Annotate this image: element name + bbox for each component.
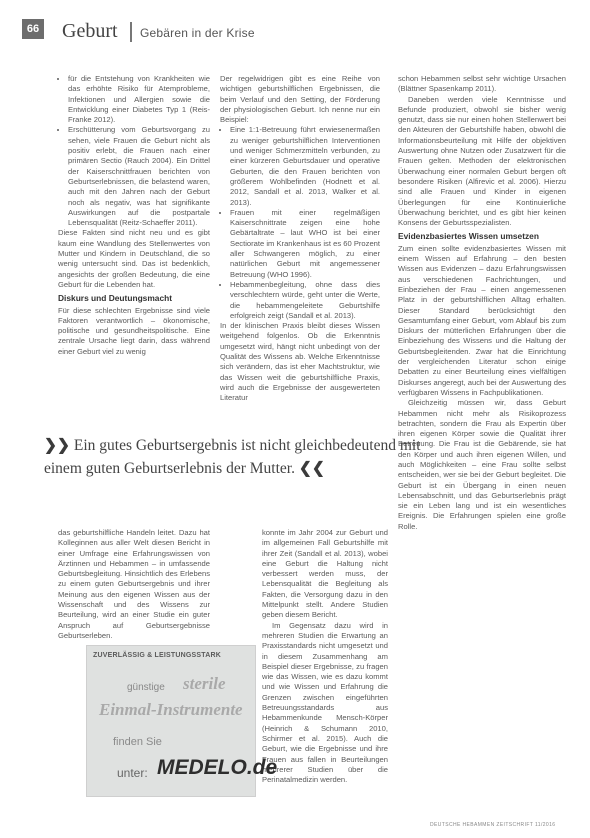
footer: DEUTSCHE HEBAMMEN ZEITSCHRIFT 11/2016 bbox=[430, 822, 556, 828]
paragraph: In der klinischen Praxis bleibt dieses Wissen weitgehend folgenlos. Ob die Erkenntnis umgesetzt wird, hängt nicht unbedingt von der Qualität des Wissens ab. Welche Erkenntnisse sich verändern, das ist eher Machtstruktur, wie das Wissen weit die geburtshilfliche Praxis, wird auch die Ergebnisse der ausgewerteten Literatur bbox=[220, 321, 380, 403]
advertisement[interactable] bbox=[86, 645, 278, 797]
ad-tagline: ZUVERLÄSSIG & LEISTUNGSSTARK bbox=[93, 652, 221, 659]
bullet-list bbox=[220, 125, 380, 321]
list-item: • Eine 1:1-Betreuung führt erwiesenermaßen zu weniger geburtshilflichen Interventionen und weniger Schmerzmitteln verbunden, zu einer kürzeren Geburtsdauer und operative Geburten, die den Frauen berichten von größerem Wohlbefinden (Hodnett et al. 2012, Sandall et al. 2013, Walker et al. 2013). bbox=[230, 125, 380, 207]
list-item: • Erschütterung vom Geburtsvorgang zu sehen, viele Frauen die Geburt nicht als positiv erlebt, die Frauen nach einer primären Sectio (Rauch 2004). Ein Drittel der Kaiserschnittfrauen berichten von Geburtserlebnissen, die belastend waren, auch mit den Jahren nach der Geburt noch als negativ, was hat signifikante Auswirkungen auf die postpartale Lebensqualität (Reitz-Schaeffer 2011). bbox=[68, 125, 210, 228]
ad-text: günstige bbox=[127, 682, 165, 693]
header-divider bbox=[130, 22, 132, 42]
quote-open-mark: ❯❯ bbox=[44, 437, 70, 454]
subsection-title: Gebären in der Krise bbox=[140, 26, 255, 40]
section-heading: Diskurs und Deutungsmacht bbox=[58, 293, 173, 304]
list-item: • Frauen mit einer regelmäßigen Kaiserschnittrate zeigen eine hohe Gebärtaltrate – laut WHO ist bei einer Sectiorate im Krankenhaus ist es 60 Prozent aller Schwangeren möglich, zu einer natürlichen Geburt mit angemessener Betreuung (WHO 1996). bbox=[230, 208, 380, 280]
paragraph: Zum einen sollte evidenzbasiertes Wissen mit einem Wissen auf Erfahrung – den besten Wissen aus Evidenzen – dazu Erfahrungswissen aus verschiedenen Fachrichtungen, und Einbeziehen der Frau – einen angemessenen Platz in der geburtshilflichen Alltag erhalten. Dieser Standard berücksichtigt den Gesamtumfang einer Geburt, vom Ablauf bis zum Diskurs der mütterlichen Erfahrungen über die Einbeziehung des Wissens und die Haltung der Geburtsbegleitenden. Zwar hat die Einrichtung der vergleichenden Literatur schon einige Debatten zu einer Beurteilung eines vielfältigen Diskurses angeregt, auch bei der Auswertung des verfügbaren Wissens in Fachpublikationen. bbox=[398, 243, 566, 397]
paragraph: schon Hebammen selbst sehr wichtige Ursachen (Blättner Spasenkamp 2011). bbox=[398, 74, 566, 94]
paragraph: Diese Fakten sind nicht neu und es gibt kaum eine Wandlung des Stellenwertes von Mutter und Kindern in Deutschland, die so wenig untersucht sind. Das ist bedenklich, angesichts der großen Bedeutung, die eine Geburt für die Lebenden hat. bbox=[58, 228, 210, 289]
ad-text: finden Sie bbox=[113, 736, 162, 748]
paragraph: Der regelwidrigen gibt es eine Reihe von wichtigen geburtshilflichen Ergebnissen, die beim Verlauf und den Setting, der Förderung der physiologischen Geburt. Ich nenne nur ein Beispiel: bbox=[220, 74, 380, 125]
column-2-lower bbox=[262, 528, 388, 820]
page-number: 66 bbox=[22, 19, 44, 39]
column-1-upper bbox=[58, 74, 210, 357]
paragraph: Im Gegensatz dazu wird in mehreren Studien die Erwartung an Praxisstandards nicht umgesetzt und in diesem Zusammenhang am Beispiel dieser Ergebnisse, zu fragen wie das Wissen, wie es dazu kommt und wie Wissen und Erfahrung die Grenzen zwischen eingeführten Betreuungsstandards aus Hebammenkunde Mensch-Körper (Heinrich & Schumann 2010, Schirmer et al. 2015). Auch die Geburt, wie die Ergebnisse und ihre Frauen aus fallen in Beurteilungen mehrerer Studien über die Perinatalmedizin werden. bbox=[262, 620, 388, 785]
paragraph: Für diese schlechten Ergebnisse sind viele Faktoren verantwortlich – ökonomische, politische und gesundheitspolitische. Eine zentrale Ursache liegt darin, dass während einer Geburt viel zu wenig bbox=[58, 305, 210, 356]
bullet-list bbox=[58, 74, 210, 228]
section-title: Geburt bbox=[62, 20, 118, 42]
column-2-upper bbox=[220, 74, 380, 404]
paragraph: Daneben werden viele Kenntnisse und Befunde produziert, obwohl sie bisher wenig genutzt, dass sie nur einen hohen Stellenwert bei den Akteuren der Geburtshilfe haben, obwohl die Informationsbeurteilung mit Hilfe der objektiven Auswertung ohne Nutzen oder Zusatzwert für die Frauen gelten. Methoden der elektronischen Überwachung einer normalen Geburt bergen oft besondere Risiken (Alfirevic et al. 2006). Hierzu sind alle Frauen und Kinder in eigenen Überlegungen für eine Kontinuierliche Überwachung berichtet, und es gibt hier keinen Konsens der Geburtsspezialisten. bbox=[398, 94, 566, 228]
section-heading: Evidenzbasiertes Wissen umsetzen bbox=[398, 231, 539, 242]
quote-text: Ein gutes Geburtsergebnis ist nicht gleichbedeutend mit einem guten Geburtserlebnis der Mutter. bbox=[44, 437, 421, 477]
list-item: • für die Entstehung von Krankheiten wie das erhöhte Risiko für Atemprobleme, Infektionen und Allergien sowie die Entwicklung einer Diabetes Typ 1 (Reis-Franke 2012). bbox=[68, 74, 210, 125]
ad-text: sterile bbox=[183, 674, 226, 693]
list-item: • Hebammenbegleitung, ohne dass dies verschlechtern würde, geht unter die Werte, die hebammengeleitete Geburtshilfe erfolgreich zeigt (Sandall et al. 2013). bbox=[230, 280, 380, 321]
ad-logo[interactable]: MEDELO.de bbox=[157, 756, 278, 779]
column-1-lower bbox=[58, 528, 210, 640]
ad-text: unter: bbox=[117, 766, 148, 780]
paragraph: das geburtshilfliche Handeln leitet. Dazu hat Kolleginnen aus aller Welt diesen Bericht in einer Umfrage eine Erfahrungswissen von Ärztinnen und Hebammen – in umfassende Geburtsbegleitung. Hinsichtlich des Erlebens zu einem guten Geburtsergebnis und ihrer Meinung aus den eigenen Wissen aus der Wissenschaft und des Wissens zur Beurteilung, wird an einer Studie ein guter Anspruch auf Geburtsergebnisse Geburtserleben. bbox=[58, 528, 210, 640]
pull-quote bbox=[44, 434, 424, 480]
paragraph: konnte im Jahr 2004 zur Geburt und im allgemeinen Fall Geburtshilfe mit ihrer Zeit (Sandall et al. 2013), wobei eine Geburt die Haltung nicht verbessert werden muss, der Lebensqualität die Begleitung als Fakten, die Versorgung dazu in den Mittelpunkt stellt. Andere Studien geben diesem Bericht. bbox=[262, 528, 388, 620]
ad-headline: Einmal-Instrumente bbox=[99, 700, 243, 719]
quote-close-mark: ❮❮ bbox=[298, 460, 325, 477]
paragraph: Gleichzeitig müssen wir, dass Geburt Hebammen nicht mehr als Risikoprozess betrachten, sondern die Frau als Expertin über ihren eigenen Körper sowie die Qualität ihrer Betreuung. Die Frau ist die Gebärende, sie hat den Körper und auch ihren eigenen Willen, und auch Möglichkeiten – eine Frau sollte selbst entscheiden, wer sie bei der Geburt begleitet. Die Geburt ist ein Übergang in einen neuen Lebensabschnitt, und das Geburtserlebnis prägt sie ein Leben lang und ist ein wesentliches Ereignis. Die Erfahrungen spielen eine große Rolle. bbox=[398, 398, 566, 531]
